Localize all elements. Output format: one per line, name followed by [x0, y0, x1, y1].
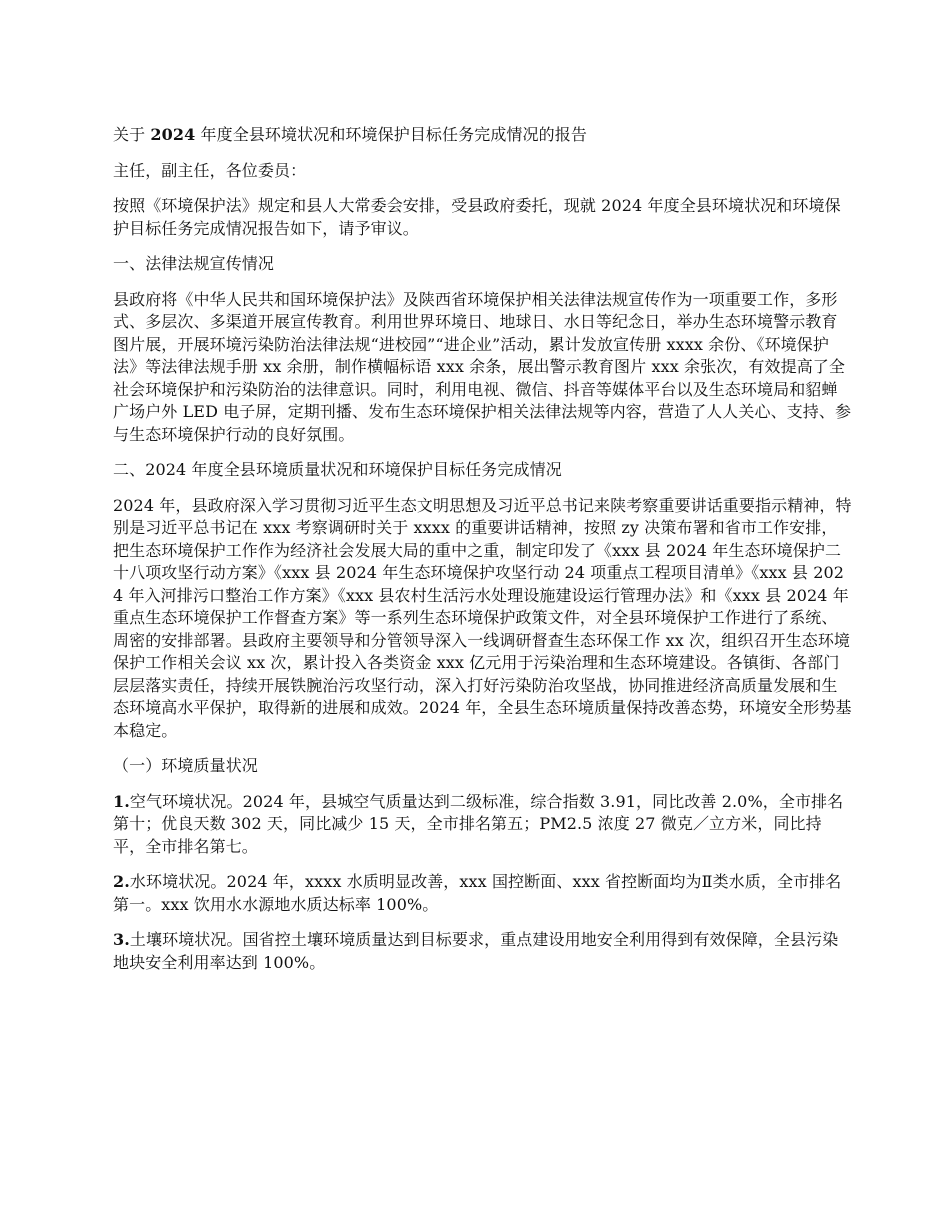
- salutation: 主任，副主任，各位委员：: [113, 160, 307, 180]
- item-air: [113, 791, 853, 859]
- title-rest: 年度全县环境状况和环境保护目标任务完成情况的报告: [200, 125, 587, 144]
- item-air-text: 空气环境状况。2024 年，县城空气质量达到二级标准，综合指数 3.91，同比改善 2.0%，全市排名第十；优良天数 302 天，同比减少 15 天，全市排名第五；PM2.5 浓度 27 微克／立方米，同比持平，全市排名第七。: [113, 791, 844, 856]
- item-soil-number: 3.: [113, 930, 130, 949]
- item-air-number: 1.: [113, 791, 130, 811]
- section2-heading: 二、2024 年度全县环境质量状况和环境保护目标任务完成情况: [113, 460, 562, 479]
- subsection1-heading: （一）环境质量状况: [113, 756, 258, 775]
- section1-body: 县政府将《中华人民共和国环境保护法》及陕西省环境保护相关法律法规宣传作为一项重要工作，多形式、多层次、多渠道开展宣传教育。利用世界环境日、地球日、水日等纪念日，举办生态环境警示教育图片展，开展环境污染防治法律法规“进校园”“进企业”活动，累计发放宣传册 xxxx 余份、《环境保护法》等法律法规手册 xx 余册，制作横幅标语 xxx 余条，展出警示教育图片 xxx 余张次，有效提高了全社会环境保护和污染防治的法律意识。同时，利用电视、微信、抖音等媒体平台以及生态环境局和貂蝉广场户外 LED 电子屏，定期刊播、发布生态环境保护相关法律法规等内容，营造了人人关心、支持、参与生态环境保护行动的良好氛围。: [113, 289, 852, 444]
- item-water-text: 水环境状况。2024 年，xxxx 水质明显改善，xxx 国控断面、xxx 省控断面均为Ⅱ类水质，全市排名第一。xxx 饮用水水源地水质达标率 100%。: [113, 872, 842, 914]
- title-year: 2024: [150, 125, 196, 144]
- title-prefix: 关于: [113, 125, 146, 144]
- item-water: [113, 871, 853, 916]
- document-title: [113, 124, 853, 147]
- item-soil-text: 土壤环境状况。国省控土壤环境质量达到目标要求，重点建设用地安全利用得到有效保障，全县污染地块安全利用率达到 100%。: [113, 930, 839, 972]
- document-page: [113, 124, 853, 974]
- intro-paragraph: 按照《环境保护法》规定和县人大常委会安排，受县政府委托，现就 2024 年度全县环境状况和环境保护目标任务完成情况报告如下，请予审议。: [113, 196, 841, 238]
- item-water-number: 2.: [113, 872, 130, 891]
- section1-heading: 一、法律法规宣传情况: [113, 254, 275, 273]
- item-soil: [113, 929, 853, 974]
- section2-body: 2024 年，县政府深入学习贯彻习近平生态文明思想及习近平总书记来陕考察重要讲话重要指示精神，特别是习近平总书记在 xxx 考察调研时关于 xxxx 的重要讲话精神，按照 zy 决策布署和省市工作安排，把生态环境保护工作作为经济社会发展大局的重中之重，制定印发了《xxx 县 2024 年生态环境保护二十八项攻坚行动方案》《xxx 县 2024 年生态环境保护攻坚行动 24 项重点工程项目清单》《xxx 县 2024 年入河排污口整治工作方案》《xxx 县农村生活污水处理设施建设运行管理办法》和《xxx 县 2024 年重点生态环境保护工作督查方案》等一系列生态环境保护政策文件，对全县环境保护工作进行了系统、周密的安排部署。县政府主要领导和分管领导深入一线调研督查生态环保工作 xx 次，组织召开生态环境保护工作相关会议 xx 次，累计投入各类资金 xxx 亿元用于污染治理和生态环境建设。各镇街、各部门层层落实责任，持续开展铁腕治污攻坚行动，深入打好污染防治攻坚战，协同推进经济高质量发展和生态环境高水平保护，取得新的进展和成效。2024 年，全县生态环境质量保持改善态势，环境安全形势基本稳定。: [113, 495, 852, 740]
